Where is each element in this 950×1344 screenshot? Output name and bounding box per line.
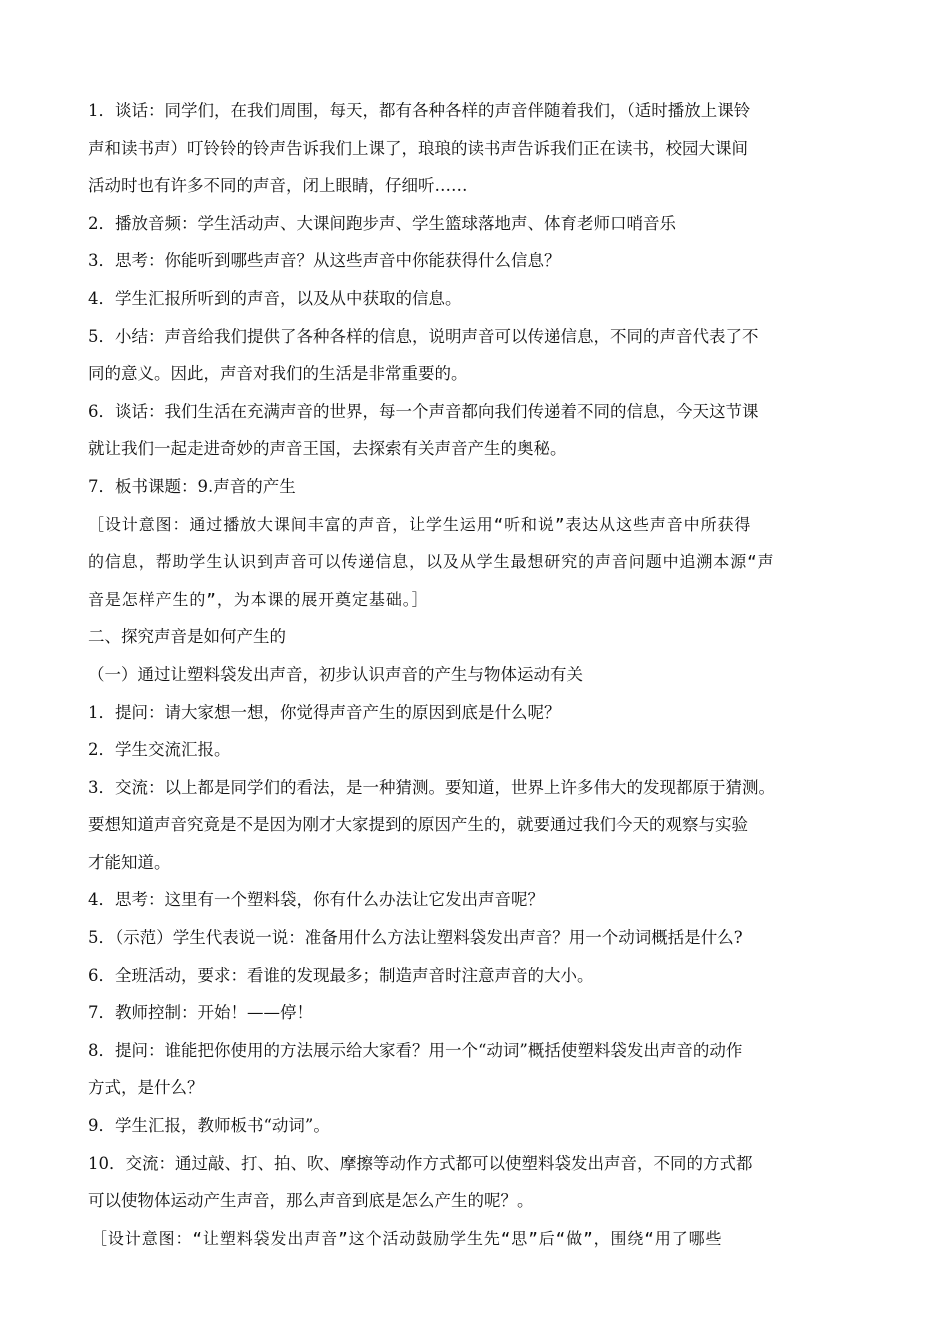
paragraph-line: 可以使物体运动产生声音，那么声音到底是怎么产生的呢？。 — [88, 1191, 534, 1211]
paragraph-line: 3．思考：你能听到哪些声音？从这些声音中你能获得什么信息？ — [88, 251, 561, 271]
paragraph-line: 活动时也有许多不同的声音，闭上眼睛，仔细听…… — [88, 176, 468, 196]
subsection-heading: （一）通过让塑料袋发出声音，初步认识声音的产生与物体运动有关 — [88, 664, 583, 684]
document-body — [88, 92, 864, 1257]
paragraph-line: 5．（示范）学生代表说一说：准备用什么方法让塑料袋发出声音？用一个动词概括是什么? — [88, 928, 743, 948]
paragraph-line: 同的意义。因此，声音对我们的生活是非常重要的。 — [88, 364, 468, 384]
section-heading: 二、探究声音是如何产生的 — [88, 627, 286, 647]
paragraph-line: 方式，是什么？ — [88, 1078, 204, 1098]
paragraph-line: 6．谈话：我们生活在充满声音的世界，每一个声音都向我们传递着不同的信息，今天这节课 — [88, 401, 759, 421]
paragraph-line: 就让我们一起走进奇妙的声音王国，去探索有关声音产生的奥秘。 — [88, 439, 567, 459]
paragraph-line: 2．学生交流汇报。 — [88, 740, 231, 760]
paragraph-line: 7．教师控制：开始！——停！ — [88, 1003, 313, 1023]
paragraph-line: 才能知道。 — [88, 852, 171, 872]
paragraph-line: 要想知道声音究竟是不是因为刚才大家提到的原因产生的，就要通过我们今天的观察与实验 — [88, 815, 748, 835]
design-intent-line: 的信息，帮助学生认识到声音可以传递信息，以及从学生最想研究的声音问题中追溯本源“声 — [88, 552, 775, 572]
paragraph-line: 8．提问：谁能把你使用的方法展示给大家看？用一个“动词”概括使塑料袋发出声音的动作 — [88, 1040, 743, 1060]
paragraph-line: 4．思考：这里有一个塑料袋，你有什么办法让它发出声音呢？ — [88, 890, 544, 910]
paragraph-line: 声和读书声）叮铃铃的铃声告诉我们上课了，琅琅的读书声告诉我们正在读书，校园大课间 — [88, 138, 748, 158]
paragraph-line: 1．谈话：同学们，在我们周围，每天，都有各种各样的声音伴随着我们，（适时播放上课铃 — [88, 101, 751, 120]
paragraph-line: 9．学生汇报，教师板书“动词”。 — [88, 1116, 330, 1136]
design-intent-line: 音是怎样产生的”，为本课的展开奠定基础。］ — [88, 589, 429, 609]
paragraph-line: 4．学生汇报所听到的声音，以及从中获取的信息。 — [88, 288, 462, 308]
paragraph-line: 6．全班活动，要求：看谁的发现最多；制造声音时注意声音的大小。 — [88, 965, 594, 985]
paragraph-line: 5．小结：声音给我们提供了各种各样的信息，说明声音可以传递信息，不同的声音代表了不 — [88, 326, 759, 346]
section-title-line: 7．板书课题：9.声音的产生 — [88, 476, 296, 496]
design-intent-line: ［设计意图：“让塑料袋发出声音”这个活动鼓励学生先“思”后“做”，围绕“用了哪些 — [91, 1228, 723, 1248]
design-intent-line: ［设计意图：通过播放大课间丰富的声音，让学生运用“听和说”表达从这些声音中所获得 — [88, 514, 752, 534]
paragraph-line: 1．提问：请大家想一想，你觉得声音产生的原因到底是什么呢？ — [88, 702, 561, 722]
paragraph-line: 10．交流：通过敲、打、拍、吹、摩擦等动作方式都可以使塑料袋发出声音，不同的方式都 — [88, 1153, 753, 1173]
paragraph-line: 2．播放音频：学生活动声、大课间跑步声、学生篮球落地声、体育老师口哨音乐 — [88, 213, 676, 233]
paragraph-line: 3．交流：以上都是同学们的看法，是一种猜测。要知道，世界上许多伟大的发现都原于猜测。 — [88, 777, 775, 797]
